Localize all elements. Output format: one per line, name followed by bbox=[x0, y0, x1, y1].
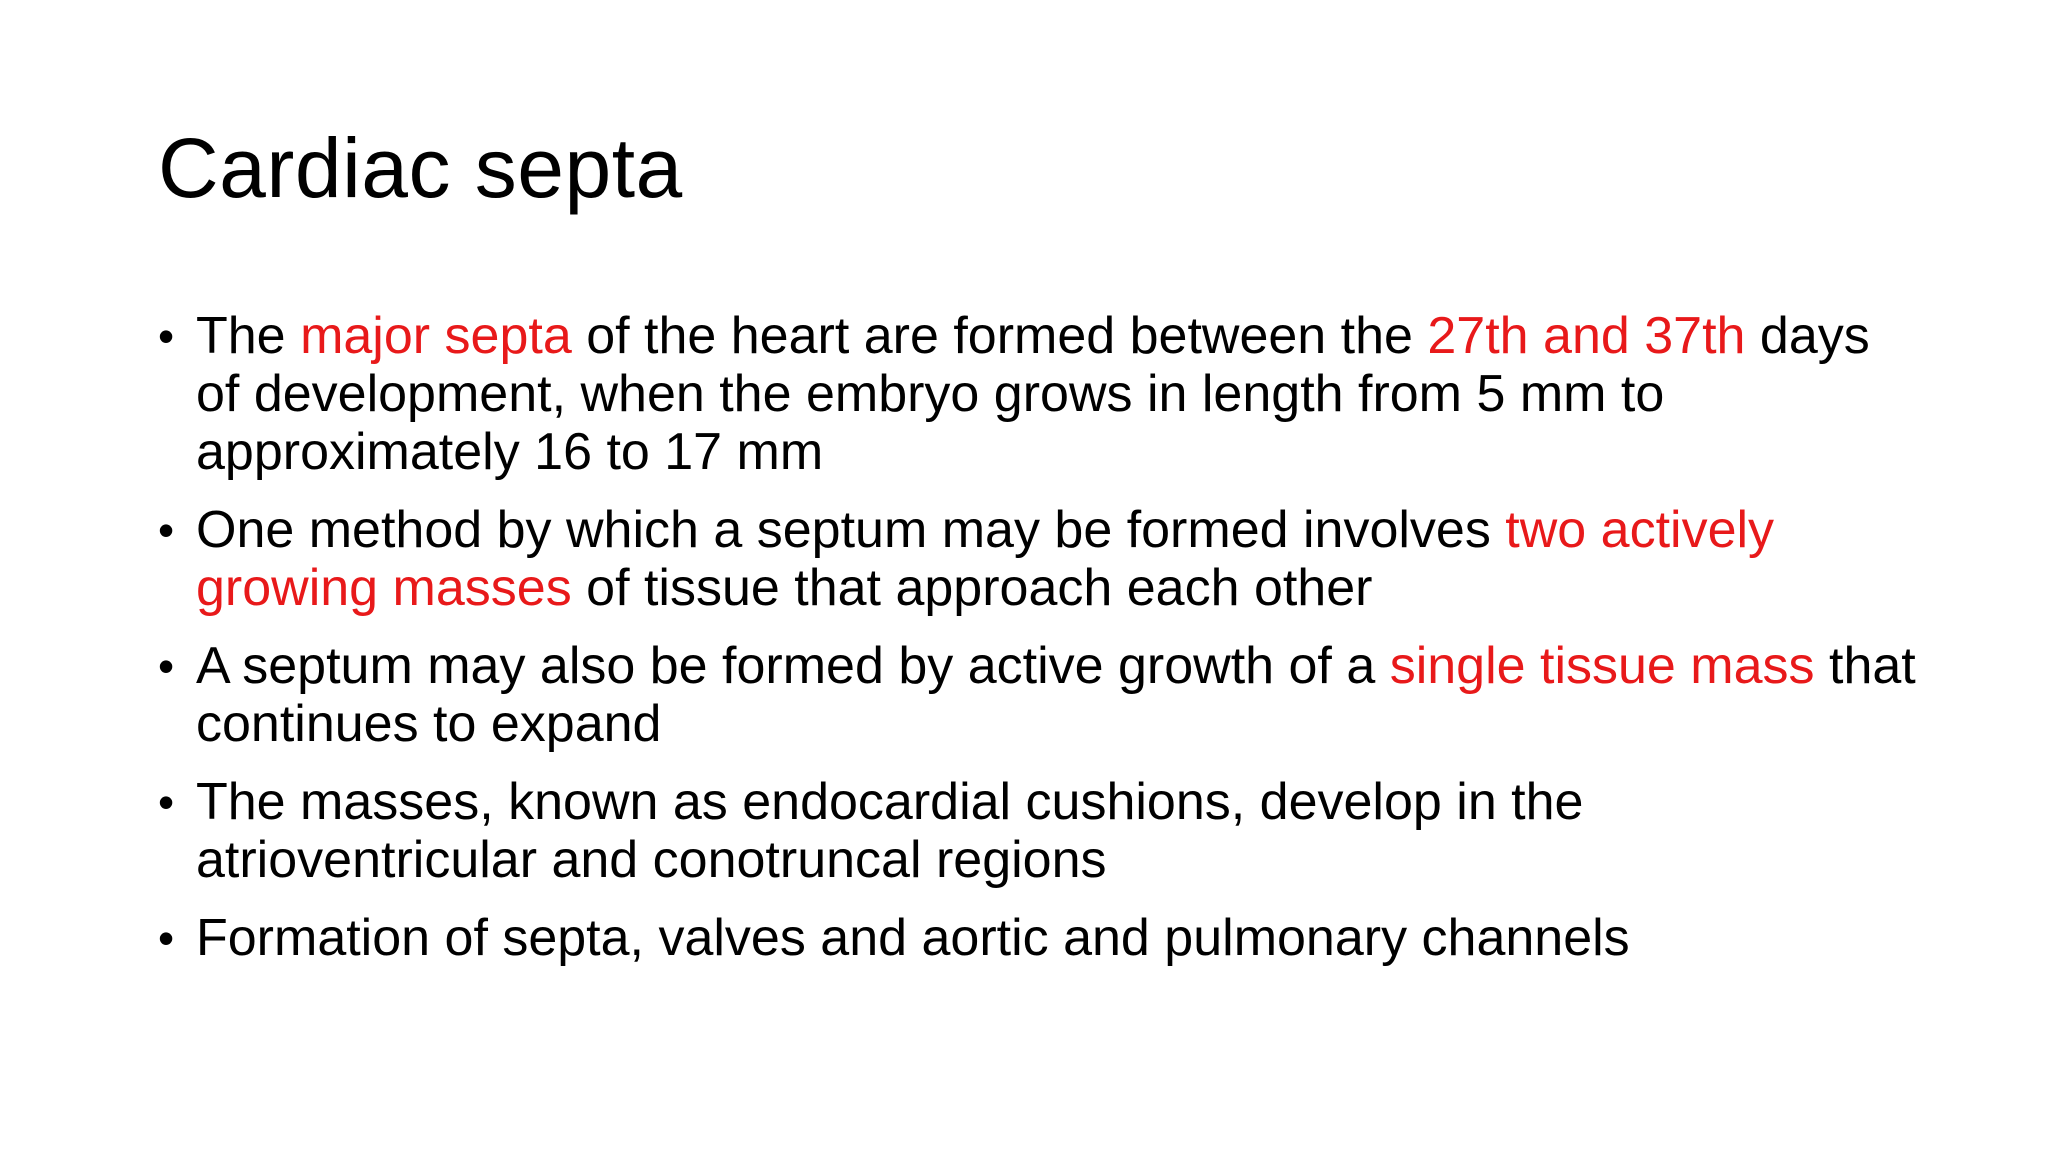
bullet-item bbox=[158, 909, 1918, 967]
bullet-dot-icon: • bbox=[158, 640, 175, 692]
bullet-text: The bbox=[196, 307, 301, 365]
bullet-dot-icon: • bbox=[158, 310, 175, 362]
bullet-item bbox=[158, 773, 1918, 889]
bullet-list bbox=[158, 307, 1918, 987]
bullet-text: Formation of septa, valves and aortic and pulmonary channels bbox=[196, 909, 1630, 967]
bullet-item bbox=[158, 637, 1918, 753]
bullet-text: One method by which a septum may be formed involves bbox=[196, 501, 1506, 559]
bullet-dot-icon: • bbox=[158, 912, 175, 964]
bullet-dot-icon: • bbox=[158, 504, 175, 556]
bullet-text: The masses, known as endocardial cushions, develop in the atrioventricular and conotruncal regions bbox=[196, 773, 1584, 889]
bullet-text: that continues to expand bbox=[196, 637, 1916, 753]
bullet-text: of the heart are formed between the bbox=[571, 307, 1428, 365]
bullet-dot-icon: • bbox=[158, 776, 175, 828]
bullet-text: A septum may also be formed by active growth of a bbox=[196, 637, 1390, 695]
highlighted-text: 27th and 37th bbox=[1427, 307, 1746, 365]
bullet-item bbox=[158, 307, 1918, 481]
highlighted-text: two actively growing masses bbox=[196, 501, 1775, 617]
slide-title: Cardiac septa bbox=[158, 121, 683, 215]
bullet-item bbox=[158, 501, 1918, 617]
bullet-text: of tissue that approach each other bbox=[571, 559, 1373, 617]
bullet-text: days of development, when the embryo grows in length from 5 mm to approximately 16 to 17 mm bbox=[196, 307, 1870, 481]
highlighted-text: single tissue mass bbox=[1389, 637, 1815, 695]
highlighted-text: major septa bbox=[300, 307, 572, 365]
